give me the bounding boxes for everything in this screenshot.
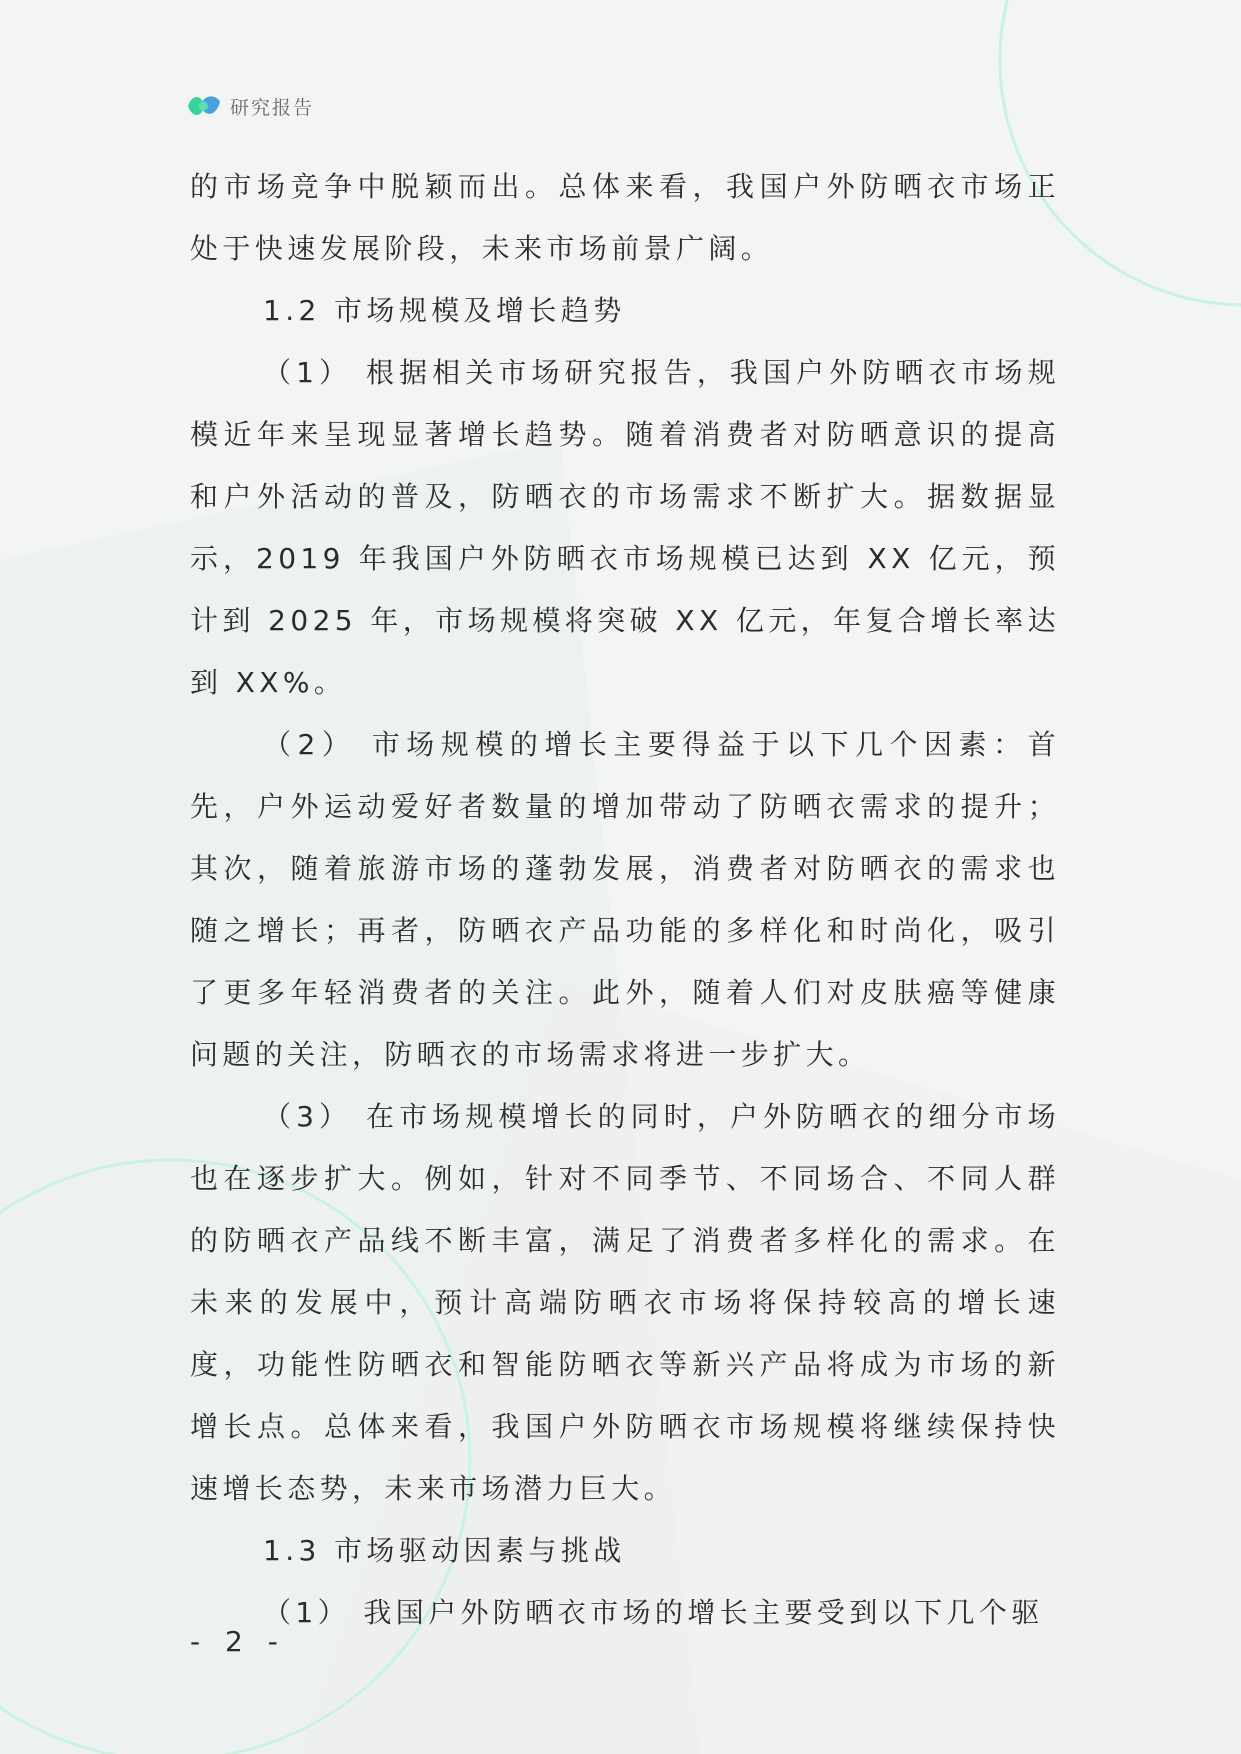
report-header: [186, 88, 314, 124]
section-heading-1-2: 1.2 市场规模及增长趋势: [263, 294, 626, 327]
page-number: - 2 -: [190, 1625, 286, 1658]
paragraph-drivers-1: （1） 我国户外防晒衣市场的增长主要受到以下几个驱: [263, 1596, 1044, 1629]
section-heading-1-3: 1.3 市场驱动因素与挑战: [263, 1534, 626, 1567]
header-title: 研究报告: [230, 96, 315, 119]
paragraph-market-size-3: （3） 在市场规模增长的同时，户外防晒衣的细分市场也在逐步扩大。例如，针对不同季节、不同场合、不同人群的防晒衣产品线不断丰富，满足了消费者多样化的需求。在未来的发展中，预计高端防晒衣市场将保持较高的增长速度，功能性防晒衣和智能防晒衣等新兴产品将成为市场的新增长点。总体来看，我国户外防晒衣市场规模将继续保持快速增长态势，未来市场潜力巨大。: [190, 1100, 1060, 1505]
paragraph-continuation: 的市场竞争中脱颖而出。总体来看，我国户外防晒衣市场正处于快速发展阶段，未来市场前景广阔。: [190, 170, 1060, 265]
document-body: [190, 156, 1060, 1644]
paragraph-market-size-2: （2） 市场规模的增长主要得益于以下几个因素：首先，户外运动爱好者数量的增加带动了防晒衣需求的提升；其次，随着旅游市场的蓬勃发展，消费者对防晒衣的需求也随之增长；再者，防晒衣产品功能的多样化和时尚化，吸引了更多年轻消费者的关注。此外，随着人们对皮肤癌等健康问题的关注，防晒衣的市场需求将进一步扩大。: [190, 728, 1060, 1071]
paragraph-market-size-1: （1） 根据相关市场研究报告，我国户外防晒衣市场规模近年来呈现显著增长趋势。随着消费者对防晒意识的提高和户外活动的普及，防晒衣的市场需求不断扩大。据数据显示，2019 年我国户外防晒衣市场规模已达到 XX 亿元，预计到 2025 年，市场规模将突破 XX 亿元，年复合增长率达到 XX%。: [190, 356, 1060, 699]
leaf-logo-icon: [186, 91, 222, 121]
